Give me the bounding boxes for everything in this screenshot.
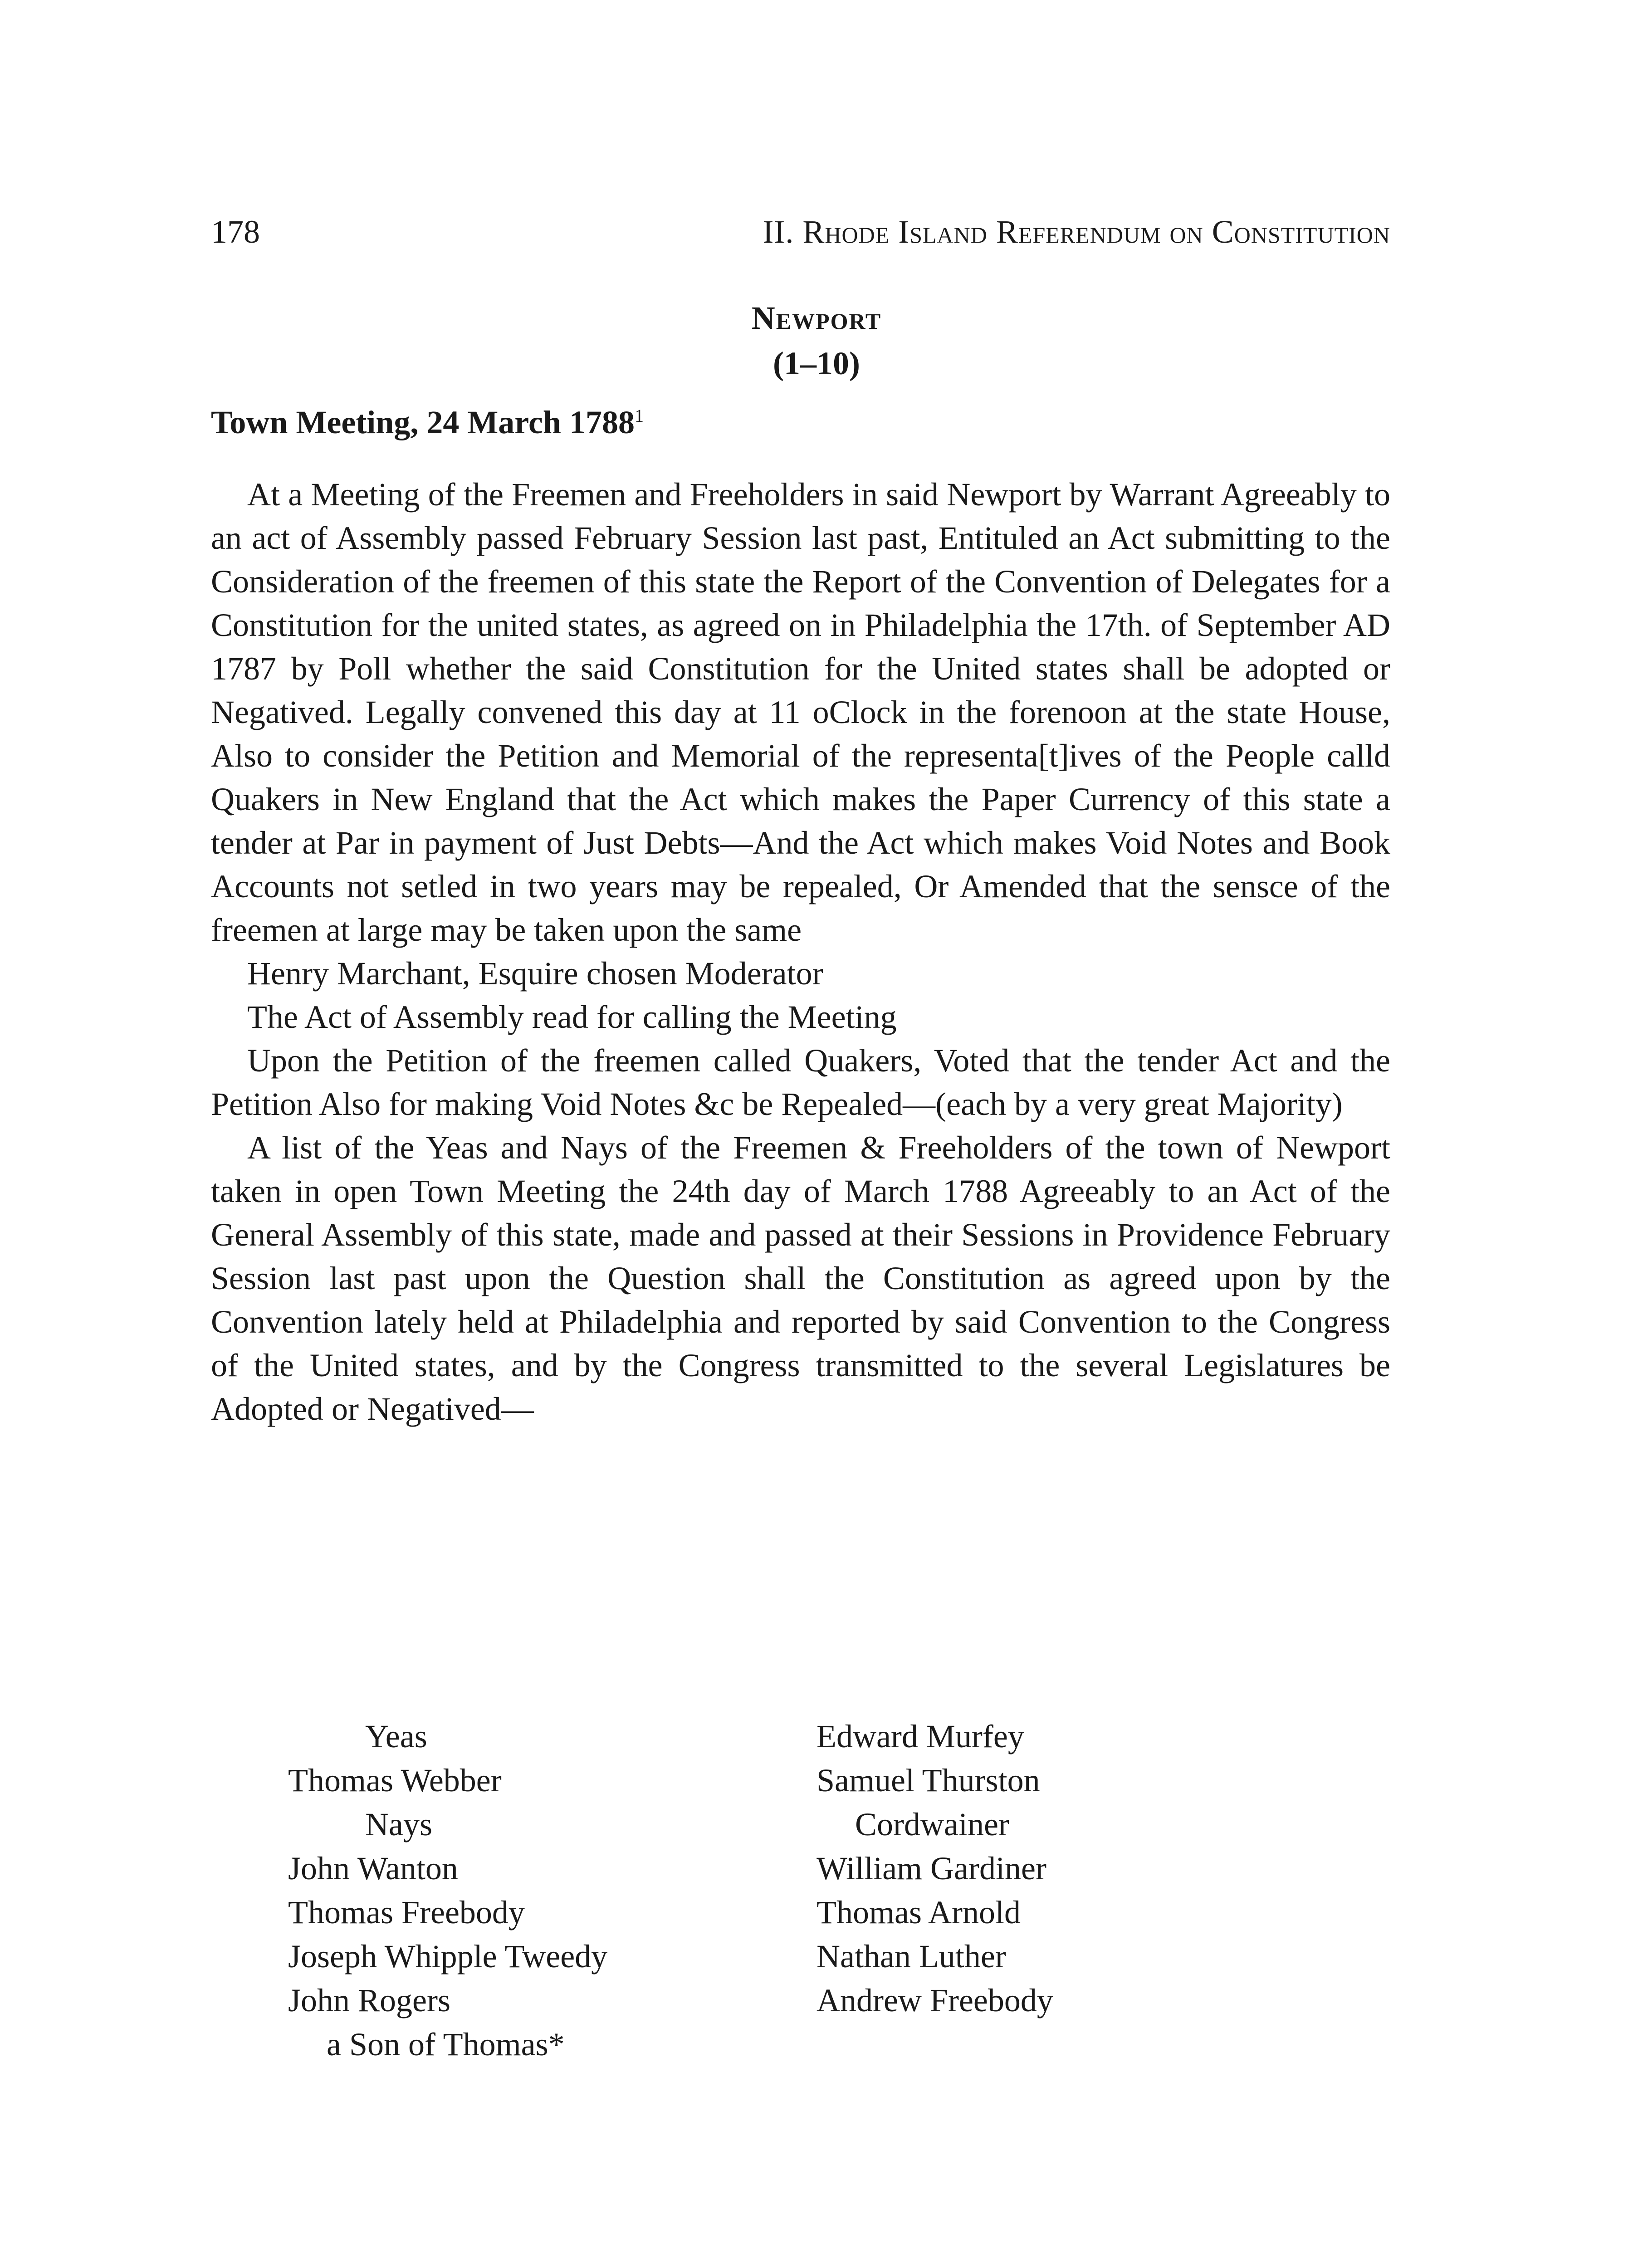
nay-name: Samuel Thurston	[816, 1762, 1040, 1799]
paragraph-moderator: Henry Marchant, Esquire chosen Moderator	[247, 955, 823, 992]
yeas-heading: Yeas	[365, 1718, 427, 1755]
nay-name: William Gardiner	[816, 1850, 1046, 1887]
document-range: (1–10)	[773, 345, 860, 381]
nays-heading: Nays	[365, 1806, 432, 1843]
nay-name: John Rogers	[288, 1982, 450, 2019]
nay-name: Thomas Freebody	[288, 1894, 525, 1931]
nay-name: Joseph Whipple Tweedy	[288, 1938, 608, 1975]
paragraph-act-read: The Act of Assembly read for calling the Meeting	[247, 999, 897, 1035]
nay-name: John Wanton	[288, 1850, 458, 1887]
page-number: 178	[211, 214, 260, 250]
nay-name: Edward Murfey	[816, 1718, 1024, 1755]
vote-column-right	[816, 1715, 1053, 2023]
yea-name: Thomas Webber	[288, 1762, 502, 1799]
nay-name: Nathan Luther	[816, 1938, 1006, 1975]
vote-list	[211, 1715, 1390, 2123]
entry-heading	[211, 404, 644, 441]
nay-name-note: Cordwainer	[855, 1806, 1009, 1843]
running-head: II. Rhode Island Referendum on Constitution	[763, 214, 1390, 250]
nay-name-note: a Son of Thomas*	[327, 2026, 565, 2063]
footnote-reference: 1	[634, 406, 644, 426]
nay-name: Thomas Arnold	[816, 1894, 1021, 1931]
page-header	[211, 213, 1390, 268]
vote-column-left	[288, 1715, 607, 2067]
paragraph-list-of-yeas-nays: A list of the Yeas and Nays of the Freemen & Freeholders of the town of Newport taken in open Town Meeting the 24th day of March 1788 Agreeably to an Act of the General Assembly of this state, made and passed at their Sessions in Providence February Session last past upon the Question shall the Constitution as agreed upon by the Convention lately held at Philadelphia and reported by said Convention to the Congress of the United states, and by the Congress transmitted to the several Legislatures be Adopted or Negatived—	[211, 1129, 1390, 1427]
section-title: Newport	[751, 300, 882, 336]
body-text	[211, 473, 1390, 1431]
paragraph-quaker-petition: Upon the Petition of the freemen called Quakers, Voted that the tender Act and the Petition Also for making Void Notes &c be Repealed—(each by a very great Majority)	[211, 1042, 1390, 1122]
entry-heading-text: Town Meeting, 24 March 1788	[211, 404, 635, 440]
nay-name: Andrew Freebody	[816, 1982, 1053, 2019]
paragraph-meeting-description: At a Meeting of the Freemen and Freeholders in said Newport by Warrant Agreeably to an act of Assembly passed February Session last past, Entituled an Act submitting to the Consideration of the freemen of this state the Report of the Convention of Delegates for a Constitution for the united states, as agreed on in Philadelphia the 17th. of September AD 1787 by Poll whether the said Constitution for the United states shall be adopted or Negatived. Legally convened this day at 11 oClock in the forenoon at the state House, Also to consider the Petition and Memorial of the representa[t]ives of the People calld Quakers in New England that the Act which makes the Paper Currency of this state a tender at Par in payment of Just Debts—And the Act which makes Void Notes and Book Accounts not setled in two years may be repealed, Or Amended that the sensce of the freemen at large may be taken upon the same	[211, 476, 1390, 948]
